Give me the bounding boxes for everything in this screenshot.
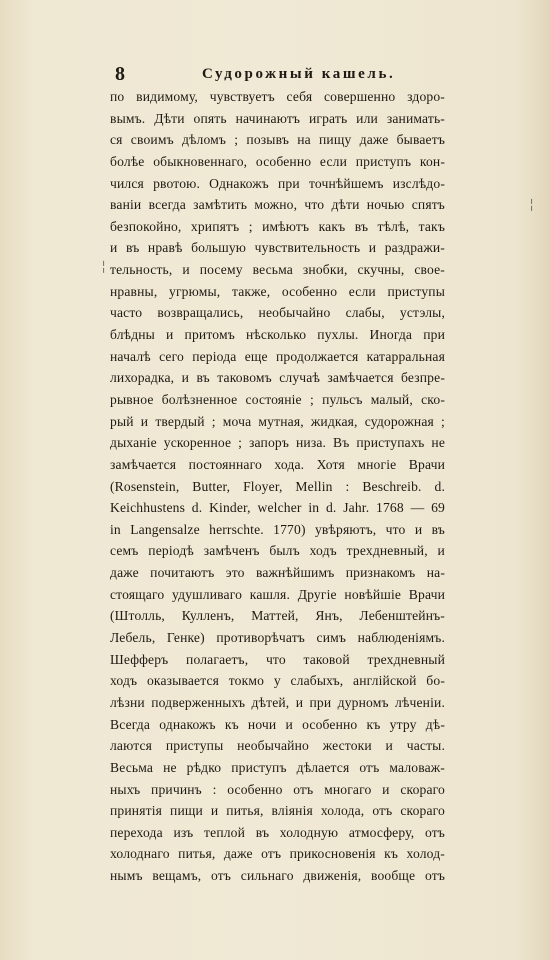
- text-line: лѣзни подверженныхъ дѣтей, и при дурномъ лѣченіи.: [110, 694, 445, 710]
- text-line: тельность, и посему весьма знобки, скучны, свое-: [110, 262, 445, 278]
- text-line: принятія пищи и питья, вліянія холода, отъ скораго: [110, 803, 445, 819]
- text-line: Лебель, Генке) противорѣчатъ симъ наблюденіямъ.: [110, 630, 445, 646]
- text-line: замѣчается постояннаго хода. Хотя многіе Врачи: [110, 456, 445, 472]
- body-text: [110, 86, 445, 887]
- text-line: ваніи всегда замѣтить можно, что дѣти ночью спятъ: [110, 197, 445, 213]
- text-line: дыханіе ускоренное ; запоръ низа. Въ приступахъ не: [110, 435, 445, 451]
- text-line: ныхъ причинъ : особенно отъ многаго и скораго: [110, 781, 445, 797]
- page-header: [110, 60, 445, 86]
- text-line: даже почитаютъ это важнѣйшимъ признакомъ на-: [110, 565, 445, 581]
- text-line: нымъ вещамъ, отъ сильнаго движенія, вообще отъ: [110, 868, 445, 884]
- text-line: чился рвотою. Однакожъ при точнѣйшемъ изслѣдо-: [110, 175, 445, 191]
- text-line: безпокойно, хрипятъ ; имѣютъ какъ въ тѣлѣ, такъ: [110, 218, 445, 234]
- text-line: ходъ оказывается токмо у слабыхъ, англійской бо-: [110, 673, 445, 689]
- text-line: часто возвращались, необычайно слабы, устэлы,: [110, 305, 445, 321]
- text-line: холоднаго питья, даже отъ прикосновенія къ холод-: [110, 846, 445, 862]
- text-line: (Штолль, Кулленъ, Маттей, Янъ, Лебенштейнъ-: [110, 608, 445, 624]
- text-line: in Langensalze herrschte. 1770) увѣряютъ, что и въ: [110, 521, 445, 537]
- text-line: болѣе обыкновеннаго, особенно если приступъ кон-: [110, 153, 445, 169]
- text-line: Шефферъ полагаетъ, что таковой трехдневный: [110, 651, 445, 667]
- text-line: рывное болѣзненное состояніе ; пульсъ малый, ско-: [110, 391, 445, 407]
- text-line: нравны, угрюмы, также, особенно если приступы: [110, 283, 445, 299]
- text-line: стоящаго удушливаго кашля. Другіе новѣйшіе Врачи: [110, 586, 445, 602]
- margin-tick-mark: ╎: [100, 260, 108, 274]
- text-line: лихорадка, и въ таковомъ случаѣ замѣчается безпре-: [110, 370, 445, 386]
- text-line: блѣдны и притомъ нѣсколько пухлы. Иногда при: [110, 327, 445, 343]
- text-line: и въ нравѣ большую чувствительность и раздражи-: [110, 240, 445, 256]
- text-line: рый и твердый ; моча мутная, жидкая, судорожная ;: [110, 413, 445, 429]
- text-line: (Rosenstein, Butter, Floyer, Mellin : Beschreib. d.: [110, 478, 445, 494]
- margin-tick-mark: ╎: [528, 198, 536, 212]
- running-head: Судорожный кашель.: [202, 66, 396, 82]
- text-line: Весьма не рѣдко приступъ дѣлается отъ маловаж-: [110, 759, 445, 775]
- text-line: началѣ сего періода еще продолжается катарральная: [110, 348, 445, 364]
- text-line: перехода изъ теплой въ холодную атмосферу, отъ: [110, 824, 445, 840]
- text-line: по видимому, чувствуетъ себя совершенно здоро-: [110, 89, 445, 104]
- text-line: Keichhustens d. Kinder, welcher in d. Jahr. 1768 — 69: [110, 500, 445, 516]
- text-line: семъ періодѣ замѣченъ былъ ходъ трехдневный, и: [110, 543, 445, 559]
- text-line: Всегда однакожъ къ ночи и особенно къ утру дѣ-: [110, 716, 445, 732]
- page-number: 8: [115, 63, 125, 85]
- text-line: лаются приступы необычайно жестоки и часты.: [110, 738, 445, 754]
- text-line: вымъ. Дѣти опять начинаютъ играть или занимать-: [110, 110, 445, 126]
- text-line: ся своимъ дѣломъ ; позывъ на пищу даже бываетъ: [110, 132, 445, 148]
